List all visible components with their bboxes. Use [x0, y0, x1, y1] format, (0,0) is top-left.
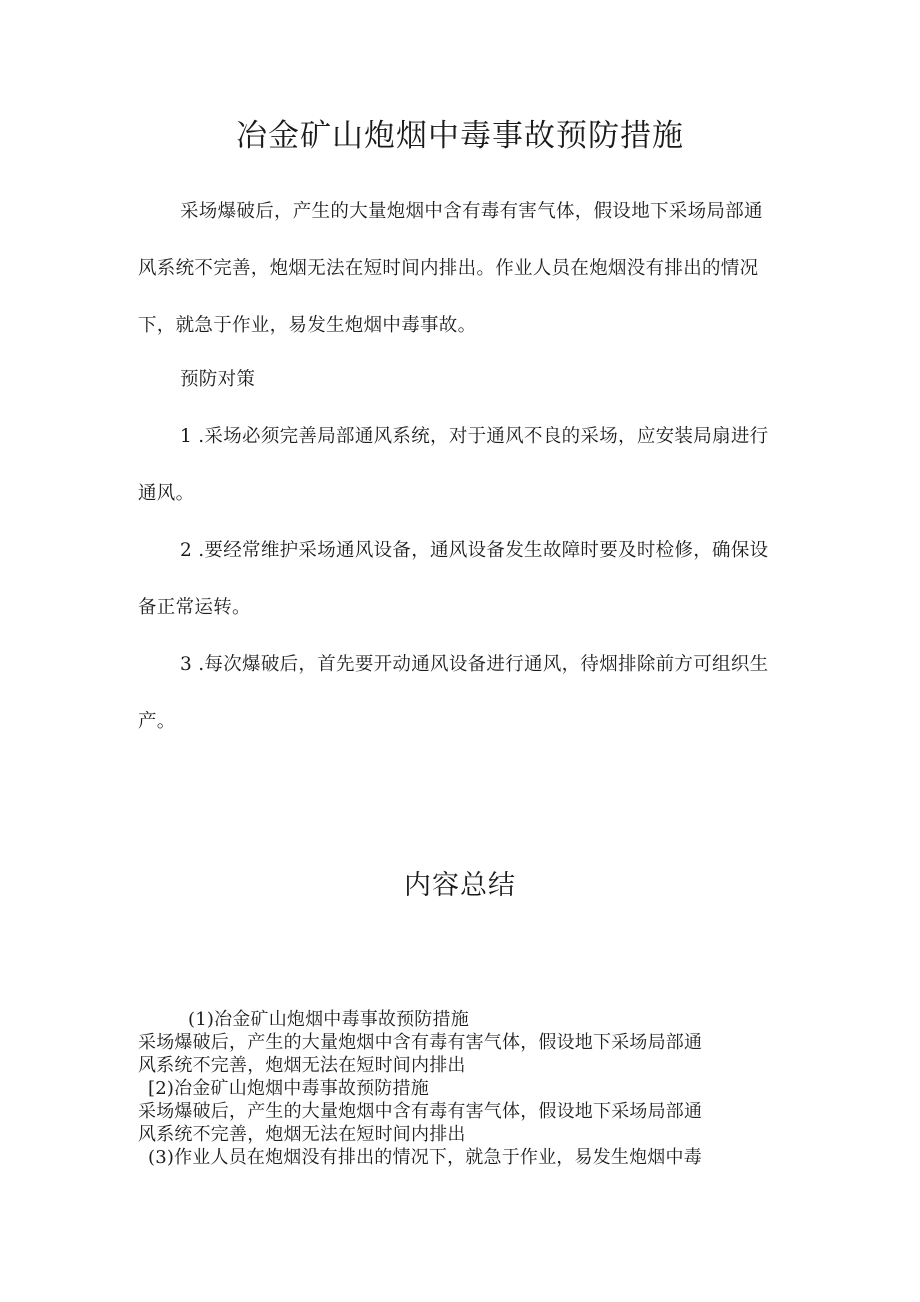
summary-block	[138, 1008, 778, 1169]
summary-line-7: (3)作业人员在炮烟没有排出的情况下，就急于作业，易发生炮烟中毒	[148, 1147, 702, 1168]
summary-title: 内容总结	[404, 870, 516, 901]
measure-item-1: 1 .采场必须完善局部通风系统，对于通风不良的采场，应安装局扇进行通风。	[138, 426, 769, 504]
intro-paragraph: 采场爆破后，产生的大量炮烟中含有毒有害气体，假设地下采场局部通风系统不完善，炮烟无法在短时间内排出。作业人员在炮烟没有排出的情况下，就急于作业，易发生炮烟中毒事故。	[138, 201, 763, 336]
measures-heading: 预防对策	[180, 369, 256, 390]
summary-line-4: [2)冶金矿山炮烟中毒事故预防措施	[148, 1078, 429, 1099]
summary-line-5: 采场爆破后，产生的大量炮烟中含有毒有害气体，假设地下采场局部通	[138, 1101, 703, 1122]
measure-item-3: 3 .每次爆破后，首先要开动通风设备进行通风，待烟排除前方可组织生产。	[138, 654, 769, 732]
summary-line-6: 风系统不完善，炮烟无法在短时间内排出	[138, 1124, 466, 1145]
document-title: 冶金矿山炮烟中毒事故预防措施	[236, 118, 684, 154]
summary-line-2: 采场爆破后，产生的大量炮烟中含有毒有害气体，假设地下采场局部通	[138, 1032, 703, 1053]
summary-line-1: (1)冶金矿山炮烟中毒事故预防措施	[188, 1009, 469, 1030]
summary-line-3: 风系统不完善，炮烟无法在短时间内排出	[138, 1055, 466, 1076]
measure-item-2: 2 .要经常维护采场通风设备，通风设备发生故障时要及时检修，确保设备正常运转。	[138, 540, 769, 618]
